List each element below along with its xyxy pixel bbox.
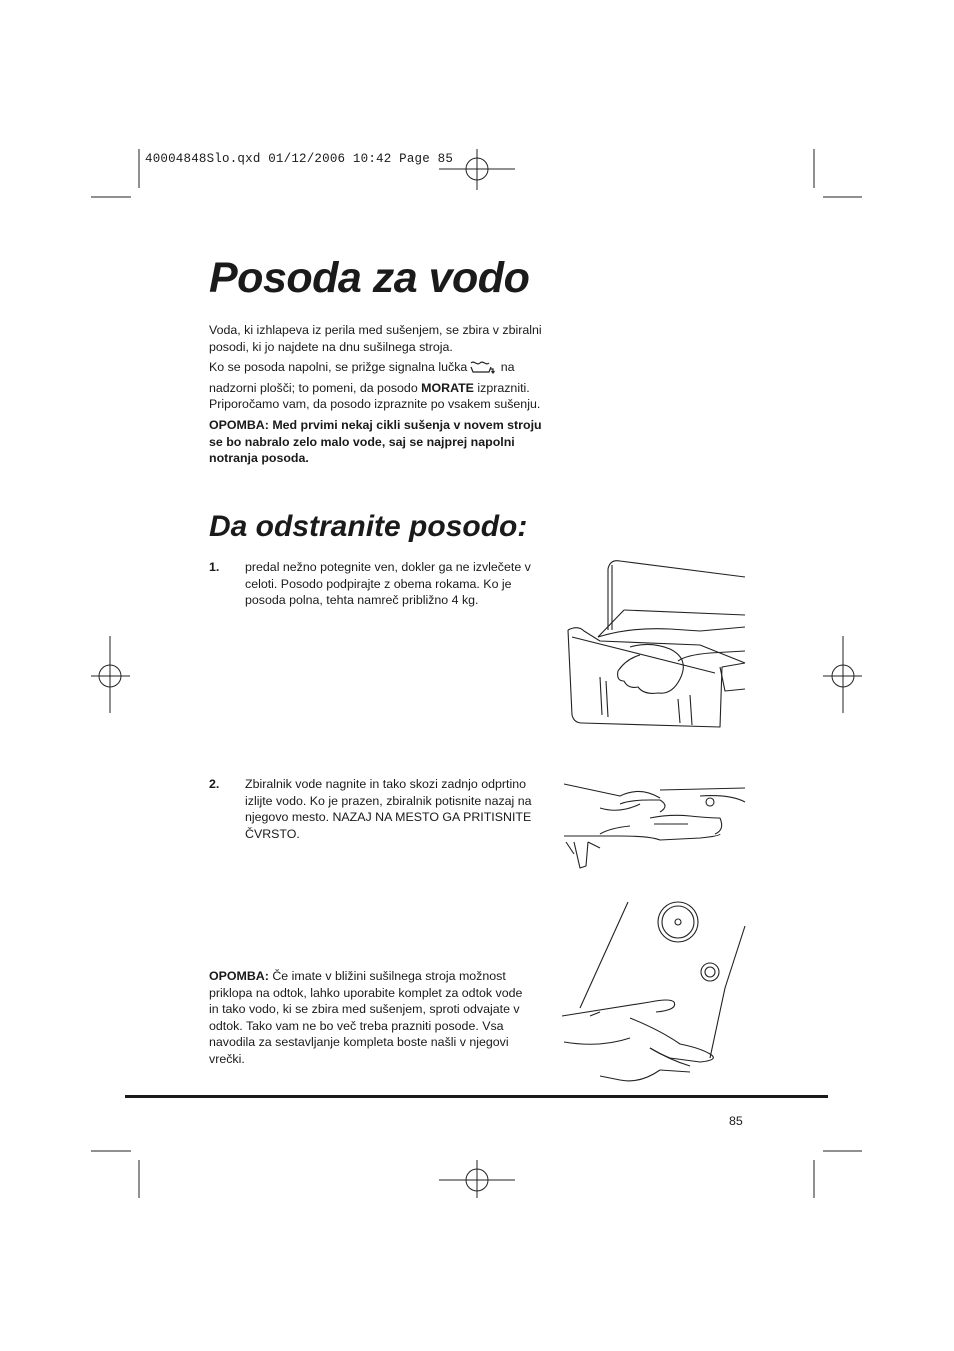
footer-rule (125, 1095, 828, 1098)
intro-paragraph: Voda, ki izhlapeva iz perila med sušenjem, se zbira v zbiralni posodi, ki jo najdete na dnu sušilnega stroja. (209, 323, 542, 354)
first-cycles-note: OPOMBA: Med prvimi nekaj cikli sušenja v novem stroju se bo nabralo zelo malo vode, saj se najprej napolni notranja posoda. (209, 417, 542, 466)
indicator-paragraph (209, 359, 549, 413)
indicator-text-start: Ko se posoda napolni, se prižge signalna lučka (209, 360, 468, 375)
registration-mark-icon (91, 636, 130, 713)
indicator-text-end: izprazniti. Priporočamo vam, da posodo izpraznite po vsakem sušenju. (209, 380, 541, 412)
step-number: 1. (209, 560, 220, 574)
step-number: 2. (209, 777, 220, 791)
drain-note-text: Če imate v bližini sušilnega stroja možnost priklopa na odtok, lahko uporabite komplet za odtok vode in tako vodo, ki se zbira med sušenjem, sproti odvajate v odtok. Tako vam ne bo več treba prazniti posode. Vsa navodila za sestavljanje kompleta boste našli v njegovi vrečki. (209, 969, 523, 1066)
page-title: Posoda za vodo (209, 254, 530, 302)
step-text: predal nežno potegnite ven, dokler ga ne izvlečete v celoti. Posodo podpirajte z obema rokama. Ko je posoda polna, tehta namreč približno 4 kg. (245, 560, 531, 608)
illustration-carry-container (560, 898, 750, 1088)
registration-mark-icon (823, 636, 862, 713)
indicator-text-mid: na nadzorni plošči; to pomeni, da posodo (209, 360, 515, 395)
illustration-empty-container (560, 778, 750, 878)
step-text: Zbiralnik vode nagnite in tako skozi zadnjo odprtino izlijte vodo. Ko je prazen, zbiralnik potisnite nazaj na njegovo mesto. NAZAJ NA MESTO GA PRITISNITE ČVRSTO. (245, 777, 532, 841)
page-number: 85 (729, 1114, 743, 1128)
must-emphasis: MORATE (421, 380, 474, 395)
drain-kit-note (209, 968, 529, 1068)
intro-block (209, 322, 554, 467)
drain-note-label: OPOMBA: (209, 969, 269, 983)
registration-mark-icon (439, 1160, 515, 1198)
print-slug: 40004848Slo.qxd 01/12/2006 10:42 Page 85 (145, 152, 454, 166)
water-container-warning-icon (469, 359, 495, 380)
section-title: Da odstranite posodo: (209, 510, 528, 543)
illustration-pull-drawer (560, 555, 750, 735)
